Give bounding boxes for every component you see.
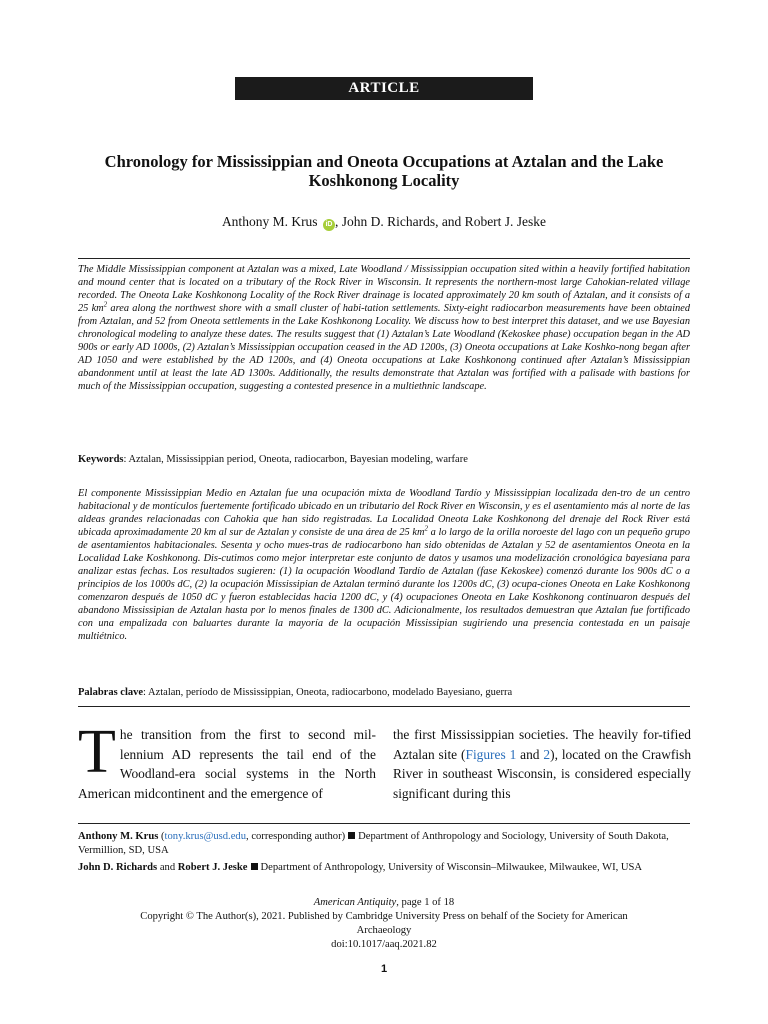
article-banner: ARTICLE	[235, 77, 533, 100]
square-bullet-icon	[348, 832, 355, 839]
doi[interactable]: doi:10.1017/aaq.2021.82	[331, 939, 437, 950]
author-name[interactable]: Anthony M. Krus	[221, 214, 318, 229]
figure-1-link[interactable]: Figures 1	[465, 746, 517, 762]
article-title: Chronology for Mississippian and Oneota Occupations at Aztalan and the Lake Koshkonong Locality	[104, 152, 664, 190]
body-divider	[78, 706, 690, 707]
keywords-english: Keywords: Aztalan, Mississippian period, Oneota, radiocarbon, Bayesian modeling, warfare	[78, 454, 468, 465]
email-link[interactable]: tony.krus@usd.edu	[164, 831, 247, 842]
body-column-right: the first Mississippian societies. The heavily for-tified Aztalan site (Figures 1 and 2), located on the Crawfish River in southeast Wisconsin, is considered especially significant during this	[393, 727, 692, 801]
abstract-spanish: El componente Mississippian Medio en Aztalan fue una ocupación mixta de Woodland Tardío y Mississippian localizada den-tro de un centro habitacional y de montículos fuertemente fortificado ubicado en un tributario del Rock River en Wisconsin, y es el asentamiento más al norte de las aldeas grandes relacionadas con Cahokia que han sido registradas. La Localidad Oneota Lake Koshkonong del drenaje del Rock River está ubicada aproximadamente 20 km al sur de Aztalan y consiste de una área de 25 $km^2$ a lo largo de la orilla noroeste del lago con un pequeño grupo de asentamientos habitacionales. Sesenta y ocho mues-tras de radiocarbono han sido obtenidas de Aztalan y 52 de asentamientos Oneota en la Localidad Lake Koshkonong. Dis-cutimos como mejor interpretar este conjunto de datos y usamos una modelización cronológica bayesiana para analizar estas fechas. Los resultados sugieren: (1) la ocupación Woodland Tardío de Aztalan (fase Kekoskee) comenzó durante los 900s dC o a principios de los 1000s dC, (2) la ocupación Mississipian de Aztalan terminó durante los 1200s dC, (3) ocupa-ciones Oneota en Lake Koshkonong comenzaron después de 1050 dC y fueron establecidas hacia 1200 dC, y (4) ocupaciones Oneota en Lake Koshkonong continuaron después del abandono Mississipian de Aztalan hasta por lo menos finales de 1300 dC. Adicionalmente, los resultados demuestran que Aztalan fue fortificado con una empalizada con baluartes durante la mayoría de la ocupación Mississipian sugiriendo una presencia contestada en un paisaje multiétnico.	[78, 488, 690, 642]
affiliation-2: John D. Richards and Robert J. Jeske Department of Anthropology, University of Wisconsin–Milwaukee, Milwaukee, WI, USA	[78, 862, 643, 873]
abstract-english: The Middle Mississippian component at Aztalan was a mixed, Late Woodland / Mississippian occupation sited within a heavily fortified habitation and mound center that is located on a tributary of the Rock River in Wisconsin. It represents the northern-most large Cahokian-related village recorded. The Oneota Lake Koshkonong Locality of the Rock River drainage is located approximately 20 km south of Aztalan, and it consists of a 25 $km^2$ area along the northwest shore with a small cluster of habi-tation settlements. Sixty-eight radiocarbon measurements have been obtained from Aztalan, and 52 from Oneota settlements in the Lake Koshkonong Locality. We discuss how to best interpret this dataset, and we use Bayesian chronological modeling to analyze these dates. The results suggest that (1) Aztalan’s Late Woodland (Kekoskee phase) occupation began in the AD 900s or early AD 1000s, (2) Aztalan’s Mississippian occupation ceased in the AD 1200s, (3) Oneota occupations at Lake Koshko-nong began after AD 1050 and were established by the AD 1200s, and (4) Oneota occupations at Lake Koshkonong continued after Aztalan’s Mississippian abandonment until at least the late AD 1300s. Additionally, the results demonstrate that Aztalan was fortified with a palisade with bastions for much of the Mississippian occupation, suggesting a contested presence in a multiethnic landscape.	[78, 264, 691, 392]
journal-citation: American Antiquity, page 1 of 18	[313, 897, 455, 908]
copyright-notice: Copyright © The Author(s), 2021. Published by Cambridge University Press on behalf of the Society for American Archaeology	[140, 911, 628, 936]
square-bullet-icon	[251, 863, 258, 870]
keywords-spanish: Palabras clave: Aztalan, período de Mississippian, Oneota, radiocarbono, modelado Bayesiano, guerra	[78, 687, 513, 698]
body-column-left: The transition from the first to second mil-lennium AD represents the tail end of the Woodland-era social systems in the North American midcontinent and the emergence of	[78, 718, 376, 801]
affiliation-1: Anthony M. Krus (tony.krus@usd.edu, corresponding author) Department of Anthropology and Sociology, University of South Dakota, Vermillion, SD, USA	[78, 831, 669, 856]
figure-2-link[interactable]: 2	[543, 746, 551, 762]
author-list	[70, 213, 698, 231]
affiliation-divider	[78, 823, 690, 824]
other-authors: , John D. Richards, and Robert J. Jeske	[334, 214, 547, 229]
page-number: 1	[380, 963, 388, 975]
orcid-icon[interactable]: iD	[323, 219, 335, 231]
drop-cap: T	[78, 718, 116, 786]
abstract-divider	[78, 258, 690, 259]
